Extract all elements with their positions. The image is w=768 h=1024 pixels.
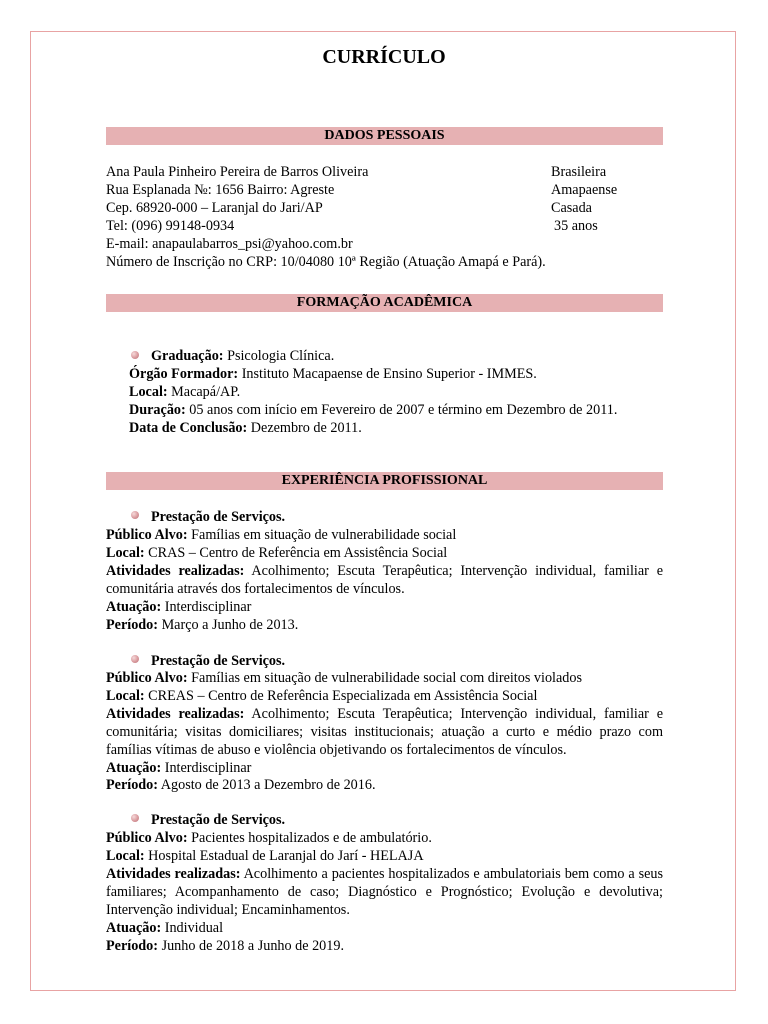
education-conclusion: Data de Conclusão: Dezembro de 2011.	[129, 420, 362, 436]
experience-2-audience: Público Alvo: Famílias em situação de vulnerabilidade social com direitos violados	[106, 670, 582, 686]
experience-1-activities: Atividades realizadas: Acolhimento; Escuta Terapêutica; Intervenção individual, familiar e comunitária através dos fortalecimentos de vínculos.	[106, 563, 663, 597]
personal-tel: Tel: (096) 99148-0934	[106, 218, 235, 234]
section-header-education: FORMAÇÃO ACADÊMICA	[106, 294, 663, 312]
experience-3-activities: Atividades realizadas: Acolhimento a pacientes hospitalizados e ambulatoriais bem como a seus familiares; Acompanhamento de caso; Diagnóstico e Prognóstico; Evolução e devolutiva; Intervenção individual; Encaminhamentos.	[106, 866, 664, 918]
bullet-icon	[131, 351, 139, 359]
education-place: Local: Macapá/AP.	[129, 384, 241, 400]
personal-name: Ana Paula Pinheiro Pereira de Barros Oliveira	[106, 164, 369, 180]
personal-address: Rua Esplanada №: 1656 Bairro: Agreste	[106, 182, 335, 198]
personal-marital: Casada	[551, 200, 592, 216]
personal-email: E-mail: anapaulabarros_psi@yahoo.com.br	[106, 236, 353, 252]
education-duration: Duração: 05 anos com início em Fevereiro de 2007 e término em Dezembro de 2011.	[129, 402, 618, 418]
personal-age: 35 anos	[554, 218, 598, 234]
experience-3-role: Atuação: Individual	[106, 920, 224, 936]
bullet-icon	[131, 814, 139, 822]
section-header-experience: EXPERIÊNCIA PROFISSIONAL	[106, 472, 663, 490]
education-institution: Órgão Formador: Instituto Macapaense de Ensino Superior - IMMES.	[129, 366, 537, 382]
experience-1-title: Prestação de Serviços.	[151, 509, 286, 525]
experience-1-role: Atuação: Interdisciplinar	[106, 599, 252, 615]
experience-3-place: Local: Hospital Estadual de Laranjal do Jarí - HELAJA	[106, 848, 424, 864]
experience-3-period: Período: Junho de 2018 a Junho de 2019.	[106, 938, 345, 954]
experience-3-audience: Público Alvo: Pacientes hospitalizados e de ambulatório.	[106, 830, 432, 846]
experience-1-audience: Público Alvo: Famílias em situação de vulnerabilidade social	[106, 527, 457, 543]
experience-3-title: Prestação de Serviços.	[151, 812, 286, 828]
page-title: CURRÍCULO	[322, 46, 446, 68]
personal-nationality: Brasileira	[551, 164, 607, 180]
personal-origin: Amapaense	[551, 182, 618, 198]
bullet-icon	[131, 511, 139, 519]
personal-cep: Cep. 68920-000 – Laranjal do Jari/AP	[106, 200, 323, 216]
experience-2-place: Local: CREAS – Centro de Referência Especializada em Assistência Social	[106, 688, 538, 704]
education-graduation: Graduação: Psicologia Clínica.	[151, 348, 335, 364]
experience-2-role: Atuação: Interdisciplinar	[106, 760, 252, 776]
section-header-personal: DADOS PESSOAIS	[106, 127, 663, 145]
experience-1-period: Período: Março a Junho de 2013.	[106, 617, 299, 633]
personal-crp: Número de Inscrição no CRP: 10/04080 10ª Região (Atuação Amapá e Pará).	[106, 254, 546, 270]
experience-2-activities: Atividades realizadas: Acolhimento; Escuta Terapêutica; Intervenção individual, familiar e comunitária; visitas domiciliares; visitas institucionais; atuação a curto e médio prazo com famílias vítimas de abuso e violência objetivando os fortalecimentos de vínculos.	[106, 706, 663, 758]
experience-1-place: Local: CRAS – Centro de Referência em Assistência Social	[106, 545, 448, 561]
experience-2-title: Prestação de Serviços.	[151, 653, 286, 669]
experience-2-period: Período: Agosto de 2013 a Dezembro de 2016.	[106, 777, 376, 793]
bullet-icon	[131, 655, 139, 663]
